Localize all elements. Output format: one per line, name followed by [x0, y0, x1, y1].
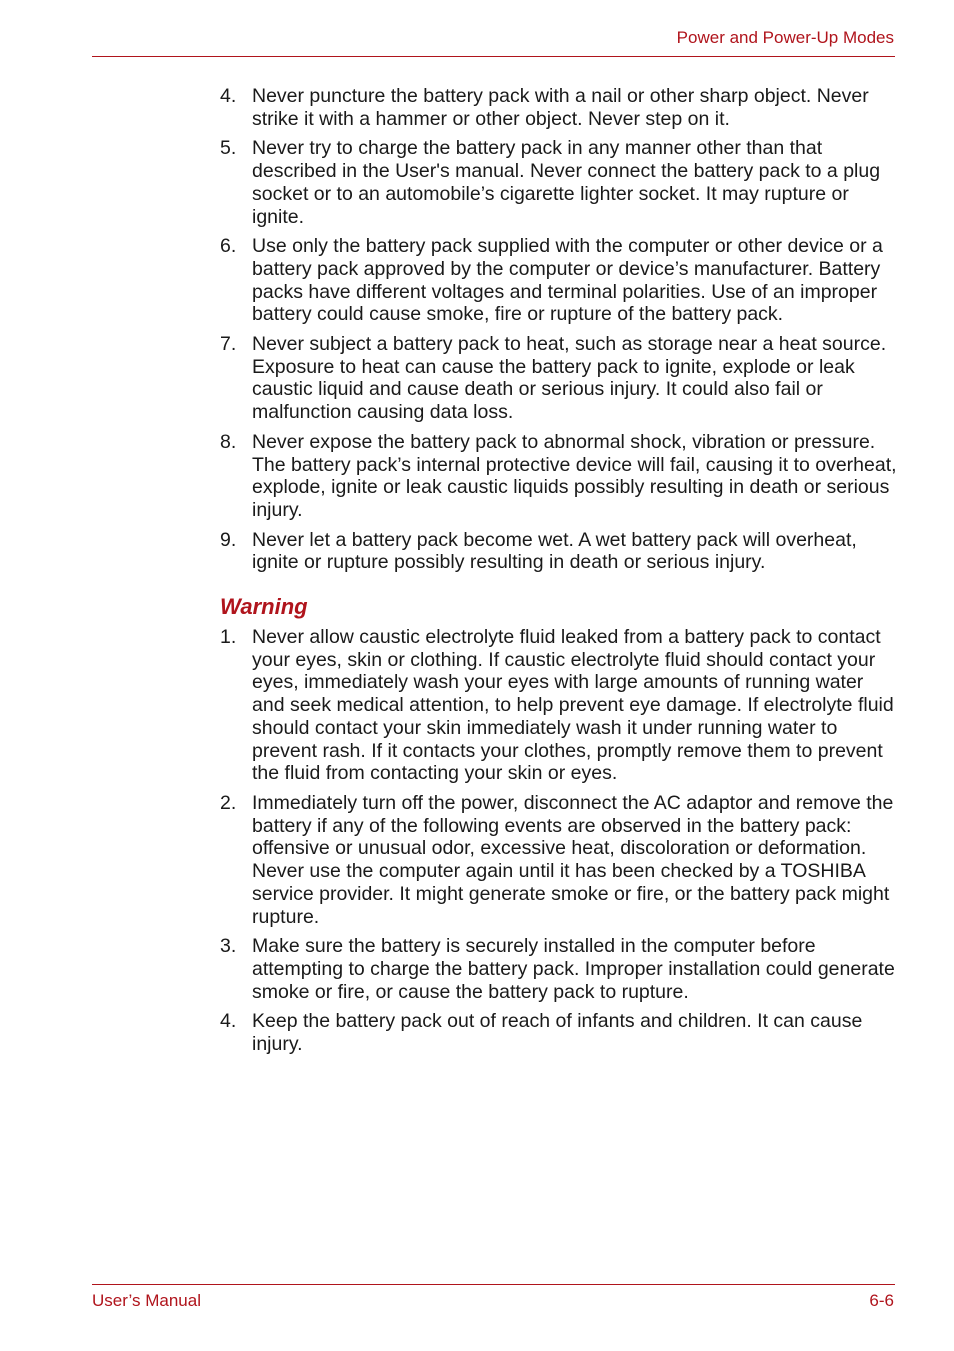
list-item-number: 1. — [220, 626, 237, 649]
list-item-text: Keep the battery pack out of reach of infants and children. It can cause injury. — [252, 1010, 863, 1056]
footer-manual-title: User’s Manual — [92, 1291, 201, 1310]
list-item-text: Never subject a battery pack to heat, such as storage near a heat source. Exposure to heat can cause the battery pack to ignite, explode or leak caustic liquid and cause death or serious injury. It could also fail or malfunction causing data loss. — [252, 333, 887, 424]
list-item — [220, 935, 900, 1003]
warning-list — [220, 626, 900, 1056]
header-divider — [92, 56, 895, 57]
list-item-text: Make sure the battery is securely installed in the computer before attempting to charge the battery pack. Improper installation could generate smoke or fire, or cause the battery pack to rupture. — [252, 935, 895, 1003]
list-item — [220, 529, 900, 574]
list-item-text: Use only the battery pack supplied with the computer or other device or a battery pack approved by the computer or device’s manufacturer. Battery packs have different voltages and terminal polarities. Use of an improper battery could cause smoke, fire or rupture of the battery pack. — [252, 235, 883, 326]
list-item-text: Never try to charge the battery pack in any manner other than that described in the User's manual. Never connect the battery pack to a plug socket or to an automobile’s cigarette lighter socket. It may rupture or ignite. — [252, 137, 881, 228]
list-item-number: 2. — [220, 791, 237, 814]
warning-heading: Warning — [220, 594, 308, 620]
list-item-text: Never allow caustic electrolyte fluid leaked from a battery pack to contact your eyes, skin or clothing. If caustic electrolyte fluid should contact your eyes, immediately wash your eyes with large amounts of running water and seek medical attention, to help prevent eye damage. If electrolyte fluid should contact your skin immediately wash it under running water to prevent rash. If it contacts your clothes, promptly remove them to prevent the fluid from contacting your skin or eyes. — [252, 626, 894, 785]
list-item-number: 7. — [220, 333, 237, 356]
list-item-number: 4. — [220, 85, 237, 107]
list-item-number: 6. — [220, 235, 237, 258]
main-content — [220, 85, 900, 1063]
list-item-number: 8. — [220, 430, 237, 453]
list-item-number: 3. — [220, 935, 237, 958]
list-item-text: Immediately turn off the power, disconnect the AC adaptor and remove the battery if any of the following events are observed in the battery pack: offensive or unusual odor, excessive heat, discoloration or deformation. Never use the computer again until it has been checked by a TOSHIBA service provider. It might generate smoke or fire, or the battery pack might rupture. — [252, 791, 894, 928]
list-item — [220, 792, 900, 928]
list-item-text: Never puncture the battery pack with a nail or other sharp object. Never strike it with a hammer or other object. Never step on it. — [252, 85, 869, 130]
list-item — [220, 137, 900, 228]
list-item — [220, 85, 900, 130]
list-item — [220, 235, 900, 326]
list-item — [220, 431, 900, 522]
list-item — [220, 333, 900, 424]
footer-divider — [92, 1284, 895, 1285]
list-item-number: 4. — [220, 1010, 237, 1033]
list-item-text: Never expose the battery pack to abnormal shock, vibration or pressure. The battery pack’s internal protective device will fail, causing it to overheat, explode, ignite or leak caustic liquids possibly resulting in death or serious injury. — [252, 430, 897, 521]
page-header-title: Power and Power-Up Modes — [676, 28, 894, 47]
list-item-number: 9. — [220, 528, 237, 551]
list-item-number: 5. — [220, 137, 237, 160]
list-item-text: Never let a battery pack become wet. A wet battery pack will overheat, ignite or rupture possibly resulting in death or serious injury. — [252, 528, 857, 574]
safety-list — [220, 85, 900, 574]
list-item — [220, 626, 900, 785]
list-item — [220, 1010, 900, 1055]
footer-page-number: 6-6 — [869, 1291, 894, 1310]
